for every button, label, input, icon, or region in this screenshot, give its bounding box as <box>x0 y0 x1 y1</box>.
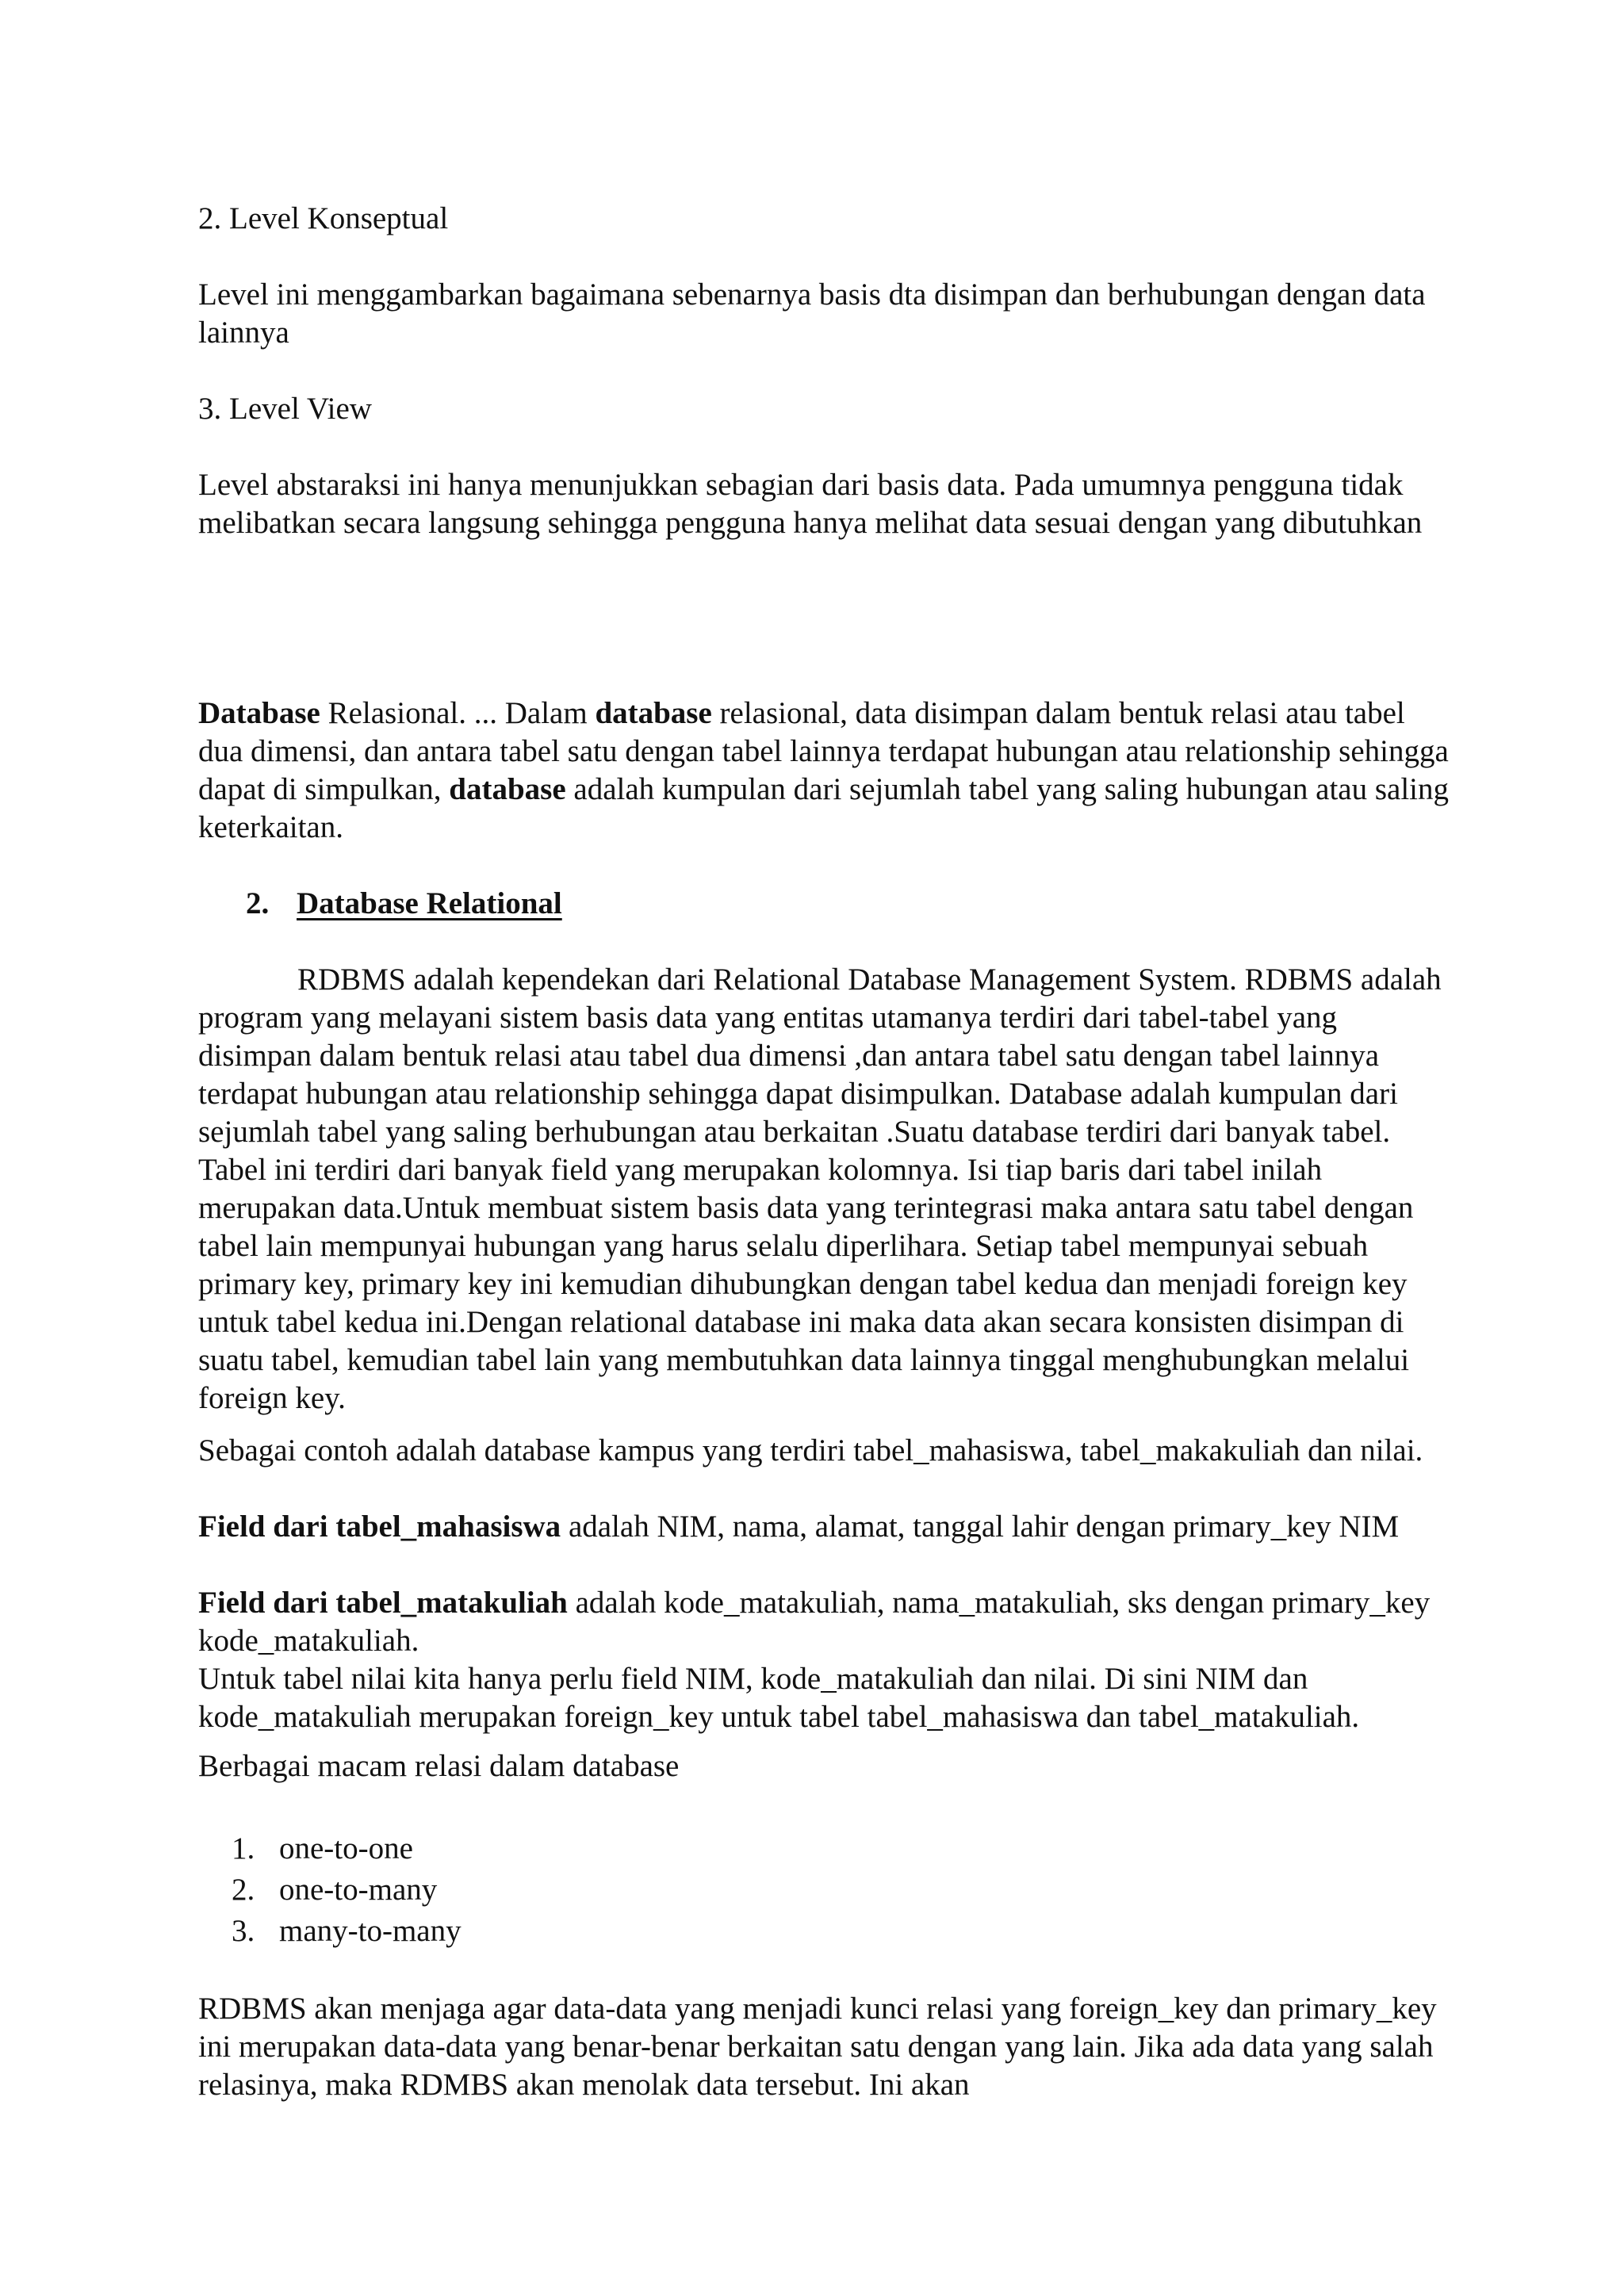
paragraph-level-view: Level abstaraksi ini hanya menunjukkan sebagian dari basis data. Pada umumnya pengguna tidak melibatkan secara langsung sehingga pengguna hanya melihat data sesuai dengan yang dibutuhkan <box>198 468 1423 540</box>
list-item-number: 2. <box>232 1873 255 1907</box>
paragraph-database-relasional <box>198 695 1451 847</box>
bold-database-1: Database <box>198 696 320 730</box>
list-item: one-to-one <box>279 1831 413 1866</box>
list-item: many-to-many <box>279 1914 462 1948</box>
list-item: one-to-many <box>279 1873 438 1907</box>
paragraph-closing: RDBMS akan menjaga agar data-data yang menjadi kunci relasi yang foreign_key dan primary_key ini merupakan data-data yang benar-benar berkaitan satu dengan yang lain. Jika ada data yang salah relasinya, maka RDMBS akan menolak data tersebut. Ini akan <box>198 1992 1437 2102</box>
section-number: 2. <box>246 886 270 920</box>
text-field-matakuliah: adalah kode_matakuliah, nama_matakuliah, sks dengan primary_key kode_matakuliah. <box>198 1586 1431 1658</box>
paragraph-relasi-intro: Berbagai macam relasi dalam database <box>198 1749 680 1783</box>
heading-level-konseptual: 2. Level Konseptual <box>198 201 449 235</box>
text-segment-2: relasional, data disimpan dalam bentuk relasi atau tabel dua dimensi, dan antara tabel satu dengan tabel lainnya terdapat hubungan atau relationship sehingga dapat di simpulkan, <box>198 696 1449 806</box>
bold-database-2: database <box>595 696 712 730</box>
bold-field-mahasiswa: Field dari tabel_mahasiswa <box>198 1510 561 1544</box>
paragraph-field-matakuliah <box>198 1584 1451 1660</box>
paragraph-level-konseptual: Level ini menggambarkan bagaimana sebenarnya basis dta disimpan dan berhubungan dengan data lainnya <box>198 277 1426 350</box>
text-segment-1: Relasional. ... Dalam <box>320 696 596 730</box>
heading-level-view: 3. Level View <box>198 392 372 426</box>
paragraph-tabel-nilai: Untuk tabel nilai kita hanya perlu field NIM, kode_matakuliah dan nilai. Di sini NIM dan kode_matakuliah merupakan foreign_key untuk tabel tabel_mahasiswa dan tabel_matakuliah. <box>198 1662 1360 1734</box>
paragraph-field-mahasiswa <box>198 1508 1451 1546</box>
bold-database-3: database <box>449 772 566 806</box>
paragraph-rdbms: RDBMS adalah kependekan dari Relational Database Management System. RDBMS adalah program yang melayani sistem basis data yang entitas utamanya terdiri dari tabel-tabel yang disimpan dalam bentuk relasi atau tabel dua dimensi ,dan antara tabel satu dengan tabel lainnya terdapat hubungan atau relationship sehingga dapat disimpulkan. Database adalah kumpulan dari sejumlah tabel yang saling berhubungan atau berkaitan .Suatu database terdiri dari banyak tabel. Tabel ini terdiri dari banyak field yang merupakan kolomnya. Isi tiap baris dari tabel inilah merupakan data.Untuk membuat sistem basis data yang terintegrasi maka antara satu tabel dengan tabel lain mempunyai hubungan yang harus selalu diperlihara. Setiap tabel mempunyai sebuah primary key, primary key ini kemudian dihubungkan dengan tabel kedua dan menjadi foreign key untuk tabel kedua ini.Dengan relational database ini maka data akan secara konsisten disimpan di suatu tabel, kemudian tabel lain yang membutuhkan data lainnya tinggal menghubungkan melalui foreign key. <box>198 962 1442 1415</box>
paragraph-example-intro: Sebagai contoh adalah database kampus yang terdiri tabel_mahasiswa, tabel_makakuliah dan nilai. <box>198 1433 1423 1468</box>
text-field-mahasiswa: adalah NIM, nama, alamat, tanggal lahir dengan primary_key NIM <box>561 1510 1400 1544</box>
list-item-number: 1. <box>232 1831 255 1866</box>
section-title-database-relational: Database Relational <box>297 886 562 920</box>
text-segment-3: adalah kumpulan dari sejumlah tabel yang saling hubungan atau saling keterkaitan. <box>198 772 1450 844</box>
bold-field-matakuliah: Field dari tabel_matakuliah <box>198 1586 568 1620</box>
list-item-number: 3. <box>232 1914 255 1948</box>
